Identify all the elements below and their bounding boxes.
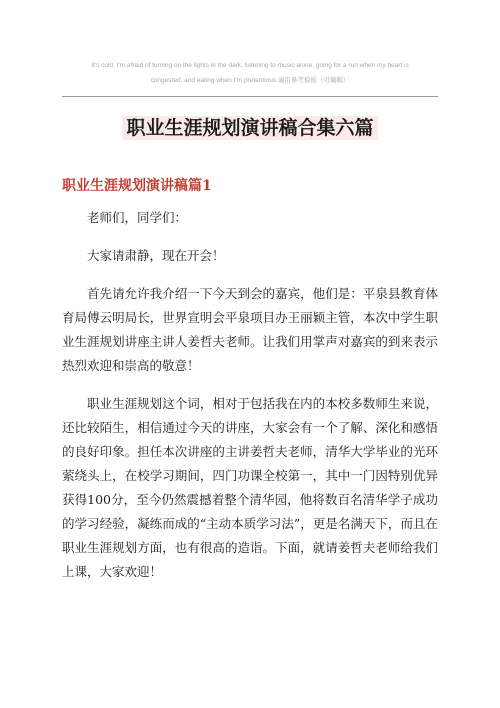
- paragraph-guests: 首先请允许我介绍一下今天到会的嘉宾，他们是：平泉县教育体育局傅云明局长，世界宣明会平泉项目办王丽颖主管，本次中学生职业生涯规划讲座主讲人姜哲夫老师。让我们用掌声对嘉宾的到来表示热烈欢迎和崇高的敬意！: [62, 286, 438, 373]
- header-note-line-1: It's cold, I'm afraid of turning on the lights in the dark, listening to music alone, going for a run when my heart is: [91, 62, 409, 69]
- paragraph-greeting: 老师们，同学们：: [87, 210, 188, 225]
- document-title: [0, 114, 500, 142]
- document-title-text: 职业生涯规划演讲稿合集六篇: [122, 116, 377, 140]
- section-heading: 职业生涯规划演讲稿篇1: [62, 178, 212, 194]
- header-divider: [62, 96, 438, 97]
- document-body: [62, 206, 438, 598]
- header-note-line-2: congested, and eating when I'm pretentious.適用參考模板（可編輯）: [150, 77, 350, 84]
- paragraph-opening: 大家请肃静，现在开会！: [87, 248, 225, 263]
- paragraph-speaker-intro: 职业生涯规划这个词，相对于包括我在内的本校多数师生来说，还比较陌生，相信通过今天的讲座，大家会有一个了解、深化和感悟的良好印象。担任本次讲座的主讲姜哲夫老师，清华大学毕业的光环萦绕头上，在校学习期间，四门功课全校第一，其中一门因特别优异获得100分，至今仍然震撼着整个清华园，他将数百名清华学子成功的学习经验，凝练而成的“主动本质学习法”，更是名满天下，而且在职业生涯规划方面，也有很高的造诣。下面，就请姜哲夫老师给我们上课，大家欢迎！: [62, 396, 438, 579]
- header-note: [70, 58, 430, 88]
